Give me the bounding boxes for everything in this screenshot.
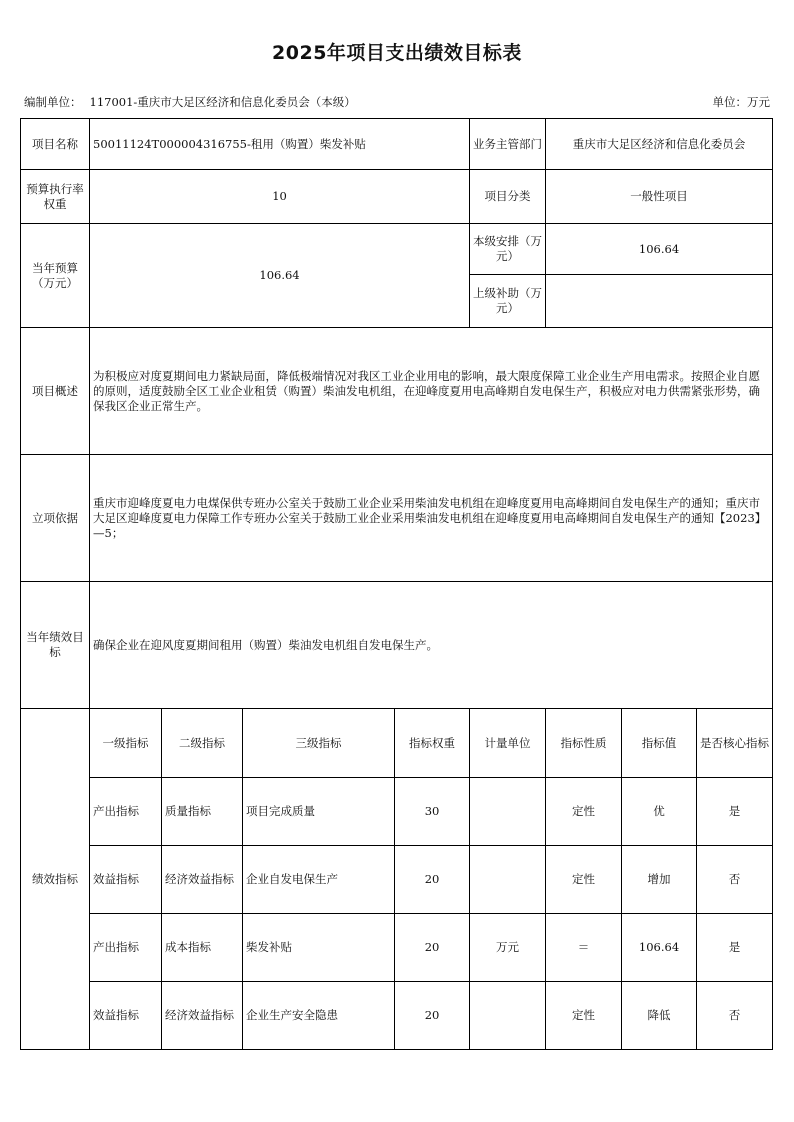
value-cell: 优 — [622, 778, 697, 846]
performance-target-table — [20, 118, 773, 1050]
page-title: 2025年项目支出绩效目标表 — [272, 42, 522, 64]
annual-goal-label: 当年绩效目标 — [21, 582, 90, 709]
nature-cell: ＝ — [546, 914, 622, 982]
core-cell: 否 — [697, 846, 773, 914]
core-cell: 否 — [697, 982, 773, 1050]
header-nature: 指标性质 — [546, 709, 622, 778]
header-weight: 指标权重 — [395, 709, 470, 778]
weight-cell: 20 — [395, 982, 470, 1050]
budget-value: 106.64 — [90, 224, 470, 328]
currency-unit: 单位：万元 — [712, 95, 770, 109]
table-row — [21, 846, 773, 914]
value-cell: 增加 — [622, 846, 697, 914]
compiling-unit-value: 117001-重庆市大足区经济和信息化委员会（本级） — [89, 95, 356, 109]
level1-cell: 效益指标 — [90, 846, 162, 914]
value-cell: 106.64 — [622, 914, 697, 982]
basis-label: 立项依据 — [21, 455, 90, 582]
nature-cell: 定性 — [546, 846, 622, 914]
upper-subsidy-label: 上级补助（万元） — [470, 275, 546, 328]
unit-cell — [470, 982, 546, 1050]
level3-cell: 企业生产安全隐患 — [243, 982, 395, 1050]
overview-value: 为积极应对度夏期间电力紧缺局面，降低极端情况对我区工业企业用电的影响，最大限度保障工业企业生产用电需求。按照企业自愿的原则，适度鼓励全区工业企业租赁（购置）柴油发电机组，在迎峰度夏用电高峰期自发电保生产，积极应对电力供需紧张形势，确保我区企业正常生产。 — [90, 328, 773, 455]
nature-cell: 定性 — [546, 778, 622, 846]
compiling-unit-label: 编制单位： — [24, 95, 82, 109]
level1-cell: 产出指标 — [90, 914, 162, 982]
core-cell: 是 — [697, 778, 773, 846]
level1-cell: 产出指标 — [90, 778, 162, 846]
weight-label: 预算执行率权重 — [21, 170, 90, 224]
weight-cell: 30 — [395, 778, 470, 846]
project-name-label: 项目名称 — [21, 119, 90, 170]
local-budget-label: 本级安排（万元） — [470, 224, 546, 275]
annual-goal-value: 确保企业在迎风度夏期间租用（购置）柴油发电机组自发电保生产。 — [90, 582, 773, 709]
weight-cell: 20 — [395, 914, 470, 982]
compiling-unit — [24, 94, 356, 110]
table-row — [21, 914, 773, 982]
level3-cell: 项目完成质量 — [243, 778, 395, 846]
weight-cell: 20 — [395, 846, 470, 914]
weight-value: 10 — [90, 170, 470, 224]
header-value: 指标值 — [622, 709, 697, 778]
local-budget-value: 106.64 — [546, 224, 773, 275]
table-meta — [24, 94, 770, 110]
value-cell: 降低 — [622, 982, 697, 1050]
budget-label: 当年预算（万元） — [21, 224, 90, 328]
table-row — [21, 778, 773, 846]
header-level3: 三级指标 — [243, 709, 395, 778]
indicators-section-label: 绩效指标 — [21, 709, 90, 1050]
nature-cell: 定性 — [546, 982, 622, 1050]
unit-cell: 万元 — [470, 914, 546, 982]
level2-cell: 质量指标 — [162, 778, 243, 846]
unit-cell — [470, 846, 546, 914]
header-level2: 二级指标 — [162, 709, 243, 778]
header-level1: 一级指标 — [90, 709, 162, 778]
core-cell: 是 — [697, 914, 773, 982]
level3-cell: 企业自发电保生产 — [243, 846, 395, 914]
level1-cell: 效益指标 — [90, 982, 162, 1050]
level3-cell: 柴发补贴 — [243, 914, 395, 982]
category-label: 项目分类 — [470, 170, 546, 224]
level2-cell: 经济效益指标 — [162, 982, 243, 1050]
header-core: 是否核心指标 — [697, 709, 773, 778]
dept-label: 业务主管部门 — [470, 119, 546, 170]
upper-subsidy-value — [546, 275, 773, 328]
unit-cell — [470, 778, 546, 846]
level2-cell: 成本指标 — [162, 914, 243, 982]
category-value: 一般性项目 — [546, 170, 773, 224]
header-unit: 计量单位 — [470, 709, 546, 778]
overview-label: 项目概述 — [21, 328, 90, 455]
basis-value: 重庆市迎峰度夏电力电煤保供专班办公室关于鼓励工业企业采用柴油发电机组在迎峰度夏用电高峰期间自发电保生产的通知；重庆市大足区迎峰度夏电力保障工作专班办公室关于鼓励工业企业采用柴油发电机组在迎峰度夏用电高峰期间自发电保生产的通知【2023】—5； — [90, 455, 773, 582]
dept-value: 重庆市大足区经济和信息化委员会 — [546, 119, 773, 170]
project-name-value: 50011124T000004316755-租用（购置）柴发补贴 — [90, 119, 470, 170]
level2-cell: 经济效益指标 — [162, 846, 243, 914]
table-row — [21, 982, 773, 1050]
